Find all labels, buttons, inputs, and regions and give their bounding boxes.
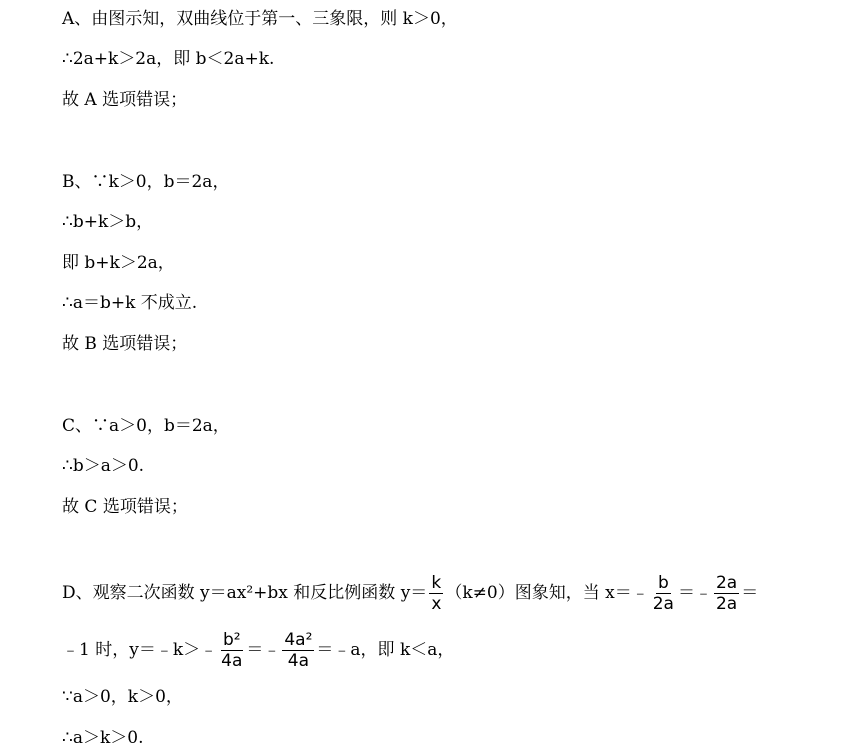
- option-d-line-1-text-3: ＝﹣: [677, 583, 712, 603]
- option-a-line-1: A、由图示知，双曲线位于第一、三象限，则 k＞0，: [62, 9, 458, 29]
- fraction-4a-squared-over-4a: [282, 630, 314, 671]
- option-b-line-3: 即 b+k＞2a，: [62, 253, 175, 273]
- option-d-line-1-text-4: ＝: [741, 583, 759, 603]
- fraction-numerator: b: [657, 572, 669, 593]
- fraction-k-over-x: [429, 573, 443, 614]
- option-c-line-1: C、∵a＞0，b＝2a，: [62, 416, 230, 436]
- fraction-numerator: b²: [222, 629, 241, 650]
- option-d-line-2-text-1: ﹣1 时，y＝﹣k＞﹣: [62, 640, 218, 660]
- fraction-b-squared-over-4a: [219, 630, 244, 671]
- fraction-denominator: 2a: [715, 593, 738, 614]
- option-b-line-1: B、∵k＞0，b＝2a，: [62, 172, 230, 192]
- option-d-line-2: [62, 626, 454, 674]
- option-d-line-2-text-2: ＝﹣: [246, 640, 281, 660]
- option-b-line-4: ∴a＝b+k 不成立.: [62, 293, 198, 313]
- fraction-denominator: 4a: [221, 650, 243, 671]
- fraction-numerator: 2a: [715, 572, 738, 593]
- option-d-line-3: ∵a＞0，k＞0，: [62, 687, 183, 707]
- option-a-line-2: ∴2a+k＞2a，即 b＜2a+k.: [62, 49, 275, 69]
- option-c-line-2: ∴b＞a＞0.: [62, 456, 145, 476]
- fraction-denominator: 2a: [652, 593, 674, 614]
- fraction-2a-over-2a: [714, 573, 739, 614]
- option-a-line-3: 故 A 选项错误；: [62, 90, 188, 110]
- fraction-numerator: 4a²: [284, 629, 313, 650]
- option-b-line-2: ∴b+k＞b，: [62, 212, 154, 232]
- fraction-denominator: x: [431, 593, 442, 614]
- option-d-line-2-text-3: ＝﹣a，即 k＜a，: [316, 640, 455, 660]
- fraction-numerator: k: [431, 572, 442, 593]
- option-d-line-1: [62, 570, 758, 616]
- option-d-line-1-text-1: D、观察二次函数 y＝ax²+bx 和反比例函数 y＝: [62, 583, 428, 603]
- option-d-line-1-text-2: （k≠0）图象知，当 x＝﹣: [445, 583, 649, 603]
- option-c-line-3: 故 C 选项错误；: [62, 497, 188, 517]
- option-d-line-4: ∴a＞k＞0.: [62, 728, 144, 748]
- fraction-denominator: 4a: [287, 650, 309, 671]
- fraction-b-over-2a: [651, 573, 676, 614]
- option-b-line-5: 故 B 选项错误；: [62, 334, 188, 354]
